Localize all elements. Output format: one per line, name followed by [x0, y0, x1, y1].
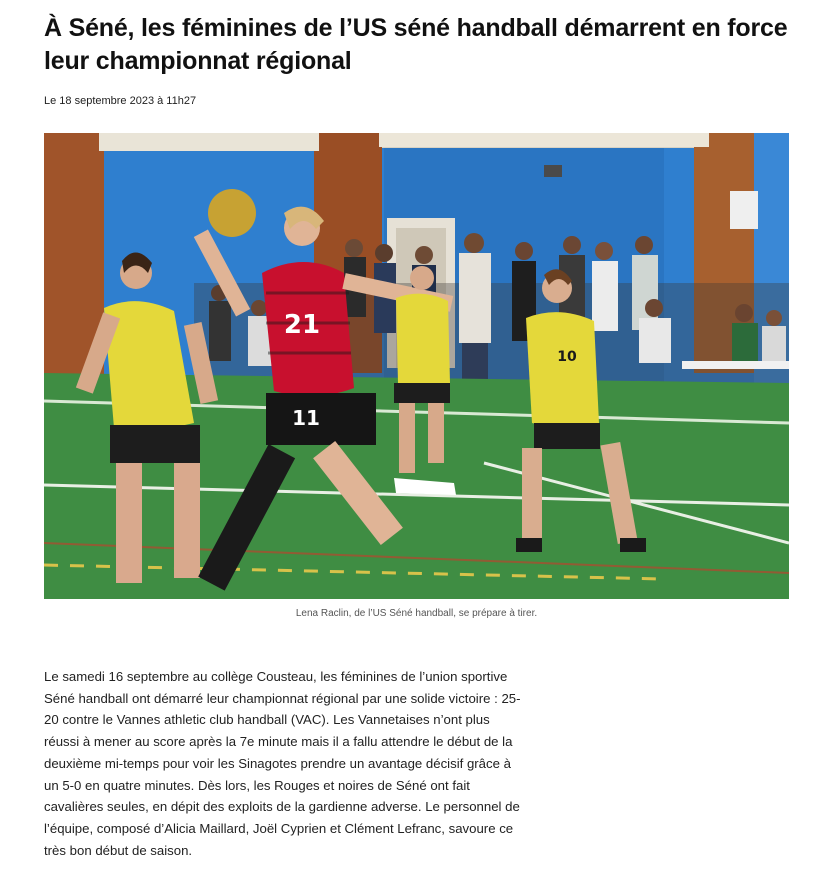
- jersey-number: 21: [283, 310, 321, 340]
- ceiling-beam-2: [379, 133, 709, 147]
- exit-sign: [544, 165, 562, 177]
- article-body: Le samedi 16 septembre au collège Cousteau, les féminines de l’union sportive Séné handball ont démarré leur championnat régional par une solide victoire : 25-20 contre le Vannes athletic club handball (VAC). Les Vannetaises n’ont plus réussi à mener au score après la 7e minute mais il a fallu attendre le début de la deuxième mi-temps pour voir les Sinagotes prendre un avantage décisif grâce à un 5-0 en quatre minutes. Dès lors, les Rouges et noires de Séné ont fait cavalières seules, en dépit des exploits de la gardienne adverse. Le personnel de l’équipe, composé d’Alicia Maillard, Joël Cyprien et Clément Lefranc, savoure ce très bon début de saison.: [44, 669, 521, 858]
- jersey-number: 11: [292, 406, 320, 430]
- score-table: [682, 361, 789, 369]
- wall-sign: [730, 191, 758, 229]
- article-headline: À Séné, les féminines de l’US séné handball démarrent en force leur championnat régional: [44, 14, 788, 75]
- ceiling-beam: [99, 133, 319, 151]
- article-photo[interactable]: [44, 133, 789, 599]
- jersey-number: 10: [557, 349, 577, 365]
- photo-caption: Lena Raclin, de l’US Séné handball, se prépare à tirer.: [295, 608, 538, 619]
- article: [44, 0, 789, 875]
- handball-match-photo: [44, 133, 789, 599]
- article-dateline: Le 18 septembre 2023 à 11h27: [44, 95, 197, 107]
